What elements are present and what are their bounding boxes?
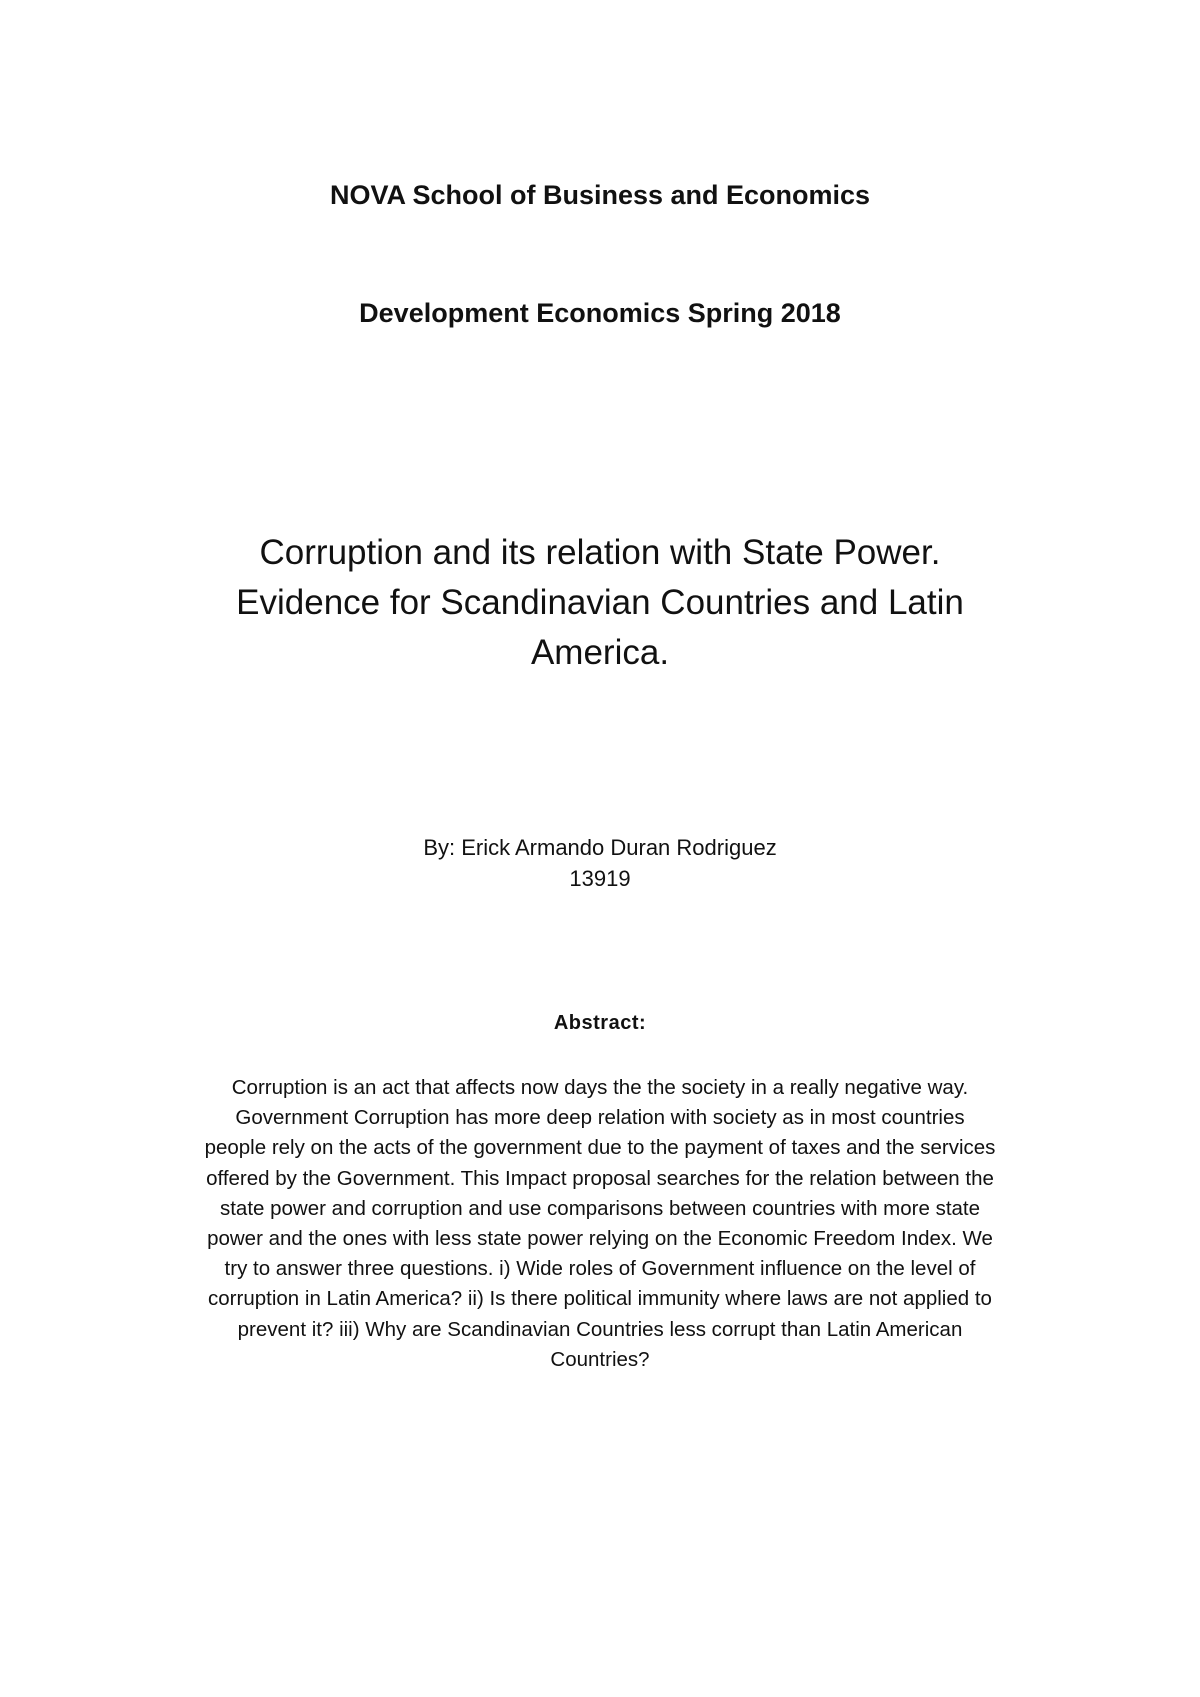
institution-name: NOVA School of Business and Economics bbox=[329, 180, 871, 210]
author-block bbox=[0, 832, 1200, 894]
abstract-line: power and the ones with less state power relying on the Economic Freedom Index. We bbox=[207, 1227, 993, 1251]
abstract-line: try to answer three questions. i) Wide roles of Government influence on the level of bbox=[224, 1257, 976, 1281]
abstract-line: offered by the Government. This Impact proposal searches for the relation between the bbox=[206, 1166, 994, 1190]
author-byline: By: Erick Armando Duran Rodriguez bbox=[423, 835, 777, 860]
abstract-line: Corruption is an act that affects now days the the society in a really negative way. bbox=[231, 1076, 969, 1099]
abstract-line: corruption in Latin America? ii) Is there political immunity where laws are not applied to bbox=[208, 1287, 992, 1311]
abstract-line: prevent it? iii) Why are Scandinavian Countries less corrupt than Latin American bbox=[237, 1317, 963, 1341]
abstract-line: people rely on the acts of the government due to the payment of taxes and the services bbox=[204, 1136, 996, 1160]
abstract-heading: Abstract: bbox=[553, 1012, 647, 1034]
abstract-line: Countries? bbox=[550, 1347, 650, 1371]
abstract-line: Government Corruption has more deep relation with society as in most countries bbox=[235, 1106, 965, 1130]
paper-title bbox=[200, 528, 1000, 678]
abstract-body bbox=[0, 1073, 1200, 1375]
paper-title-line: Evidence for Scandinavian Countries and Latin bbox=[236, 583, 964, 622]
paper-title-line: America. bbox=[530, 633, 670, 672]
course-name: Development Economics Spring 2018 bbox=[359, 298, 841, 328]
abstract-line: state power and corruption and use comparisons between countries with more state bbox=[219, 1196, 981, 1220]
paper-title-line: Corruption and its relation with State Power. bbox=[259, 533, 941, 572]
student-number: 13919 bbox=[569, 866, 631, 891]
